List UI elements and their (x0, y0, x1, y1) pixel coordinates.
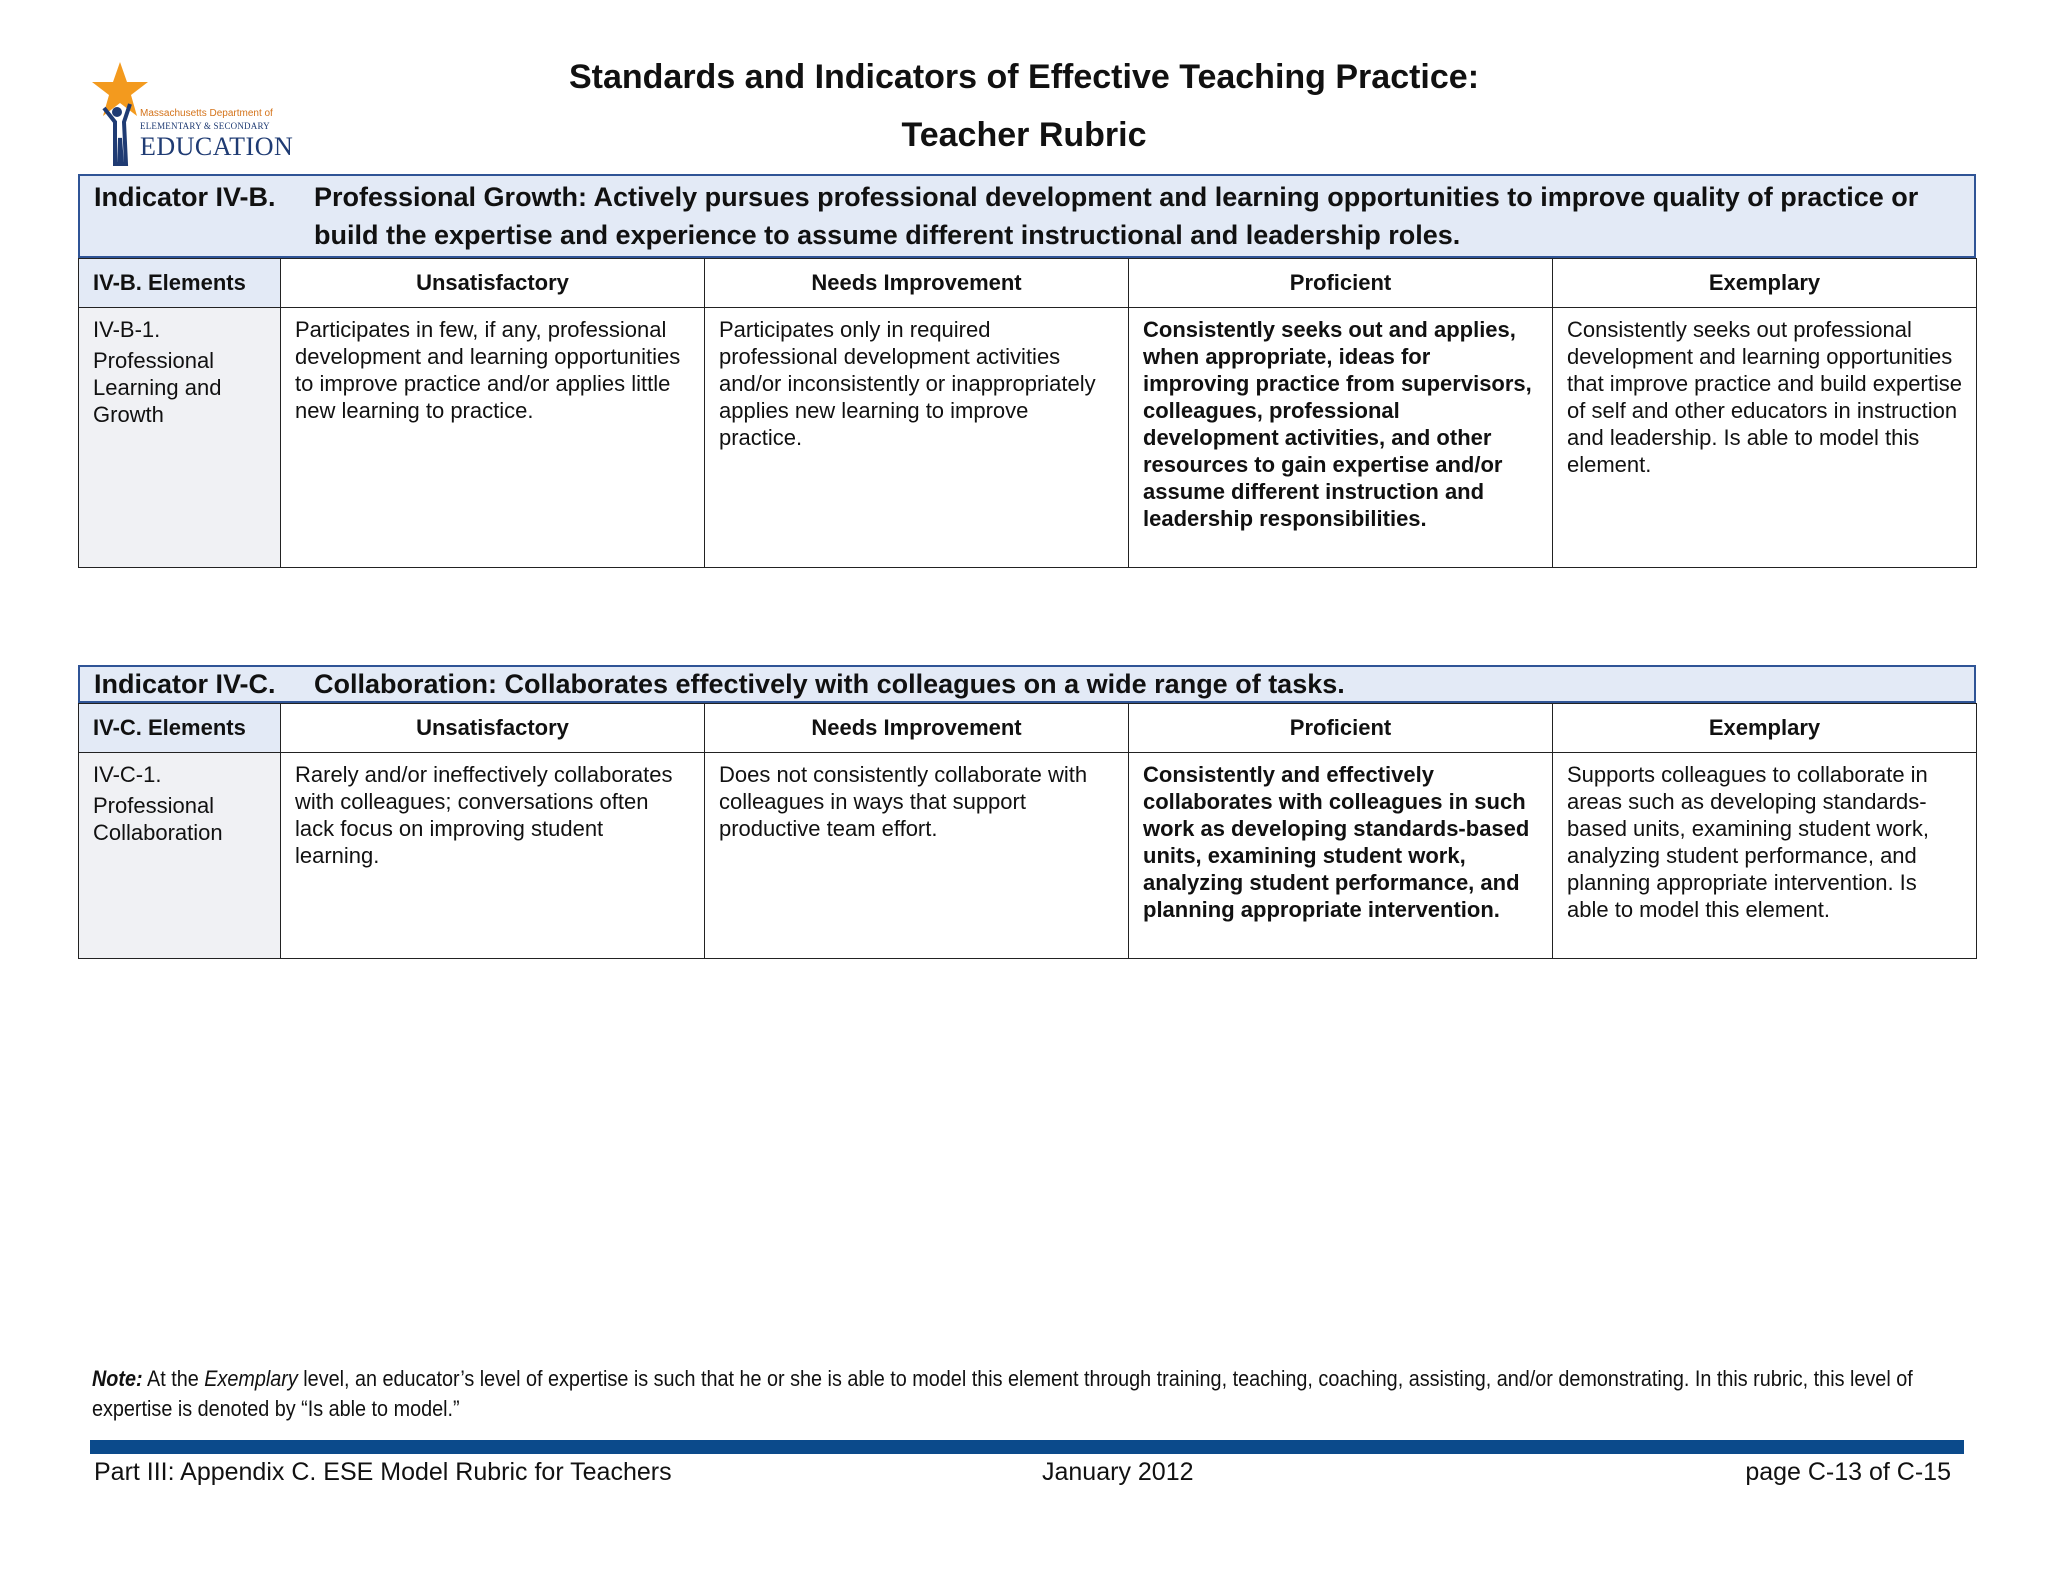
table-row (79, 753, 1977, 959)
elements-header: IV-C. Elements (79, 704, 281, 753)
column-header-proficient: Proficient (1129, 259, 1553, 308)
element-name: Professional Learning and Growth (93, 348, 222, 427)
footer-divider (90, 1440, 1964, 1454)
rubric-header-row (79, 704, 1977, 753)
cell-needs-improvement: Does not consistently collaborate with colleagues in ways that support productive team effort. (705, 753, 1129, 959)
column-header-exemplary: Exemplary (1553, 704, 1977, 753)
note-emphasis: Exemplary (204, 1366, 298, 1391)
cell-proficient: Consistently seeks out and applies, when appropriate, ideas for improving practice from supervisors, colleagues, professional development activities, and other resources to gain expertise and/or assume different instruction and leadership responsibilities. (1129, 308, 1553, 568)
indicator-label: Indicator IV-C. (94, 669, 276, 699)
cell-proficient: Consistently and effectively collaborates with colleagues in such work as developing standards-based units, examining student work, analyzing student performance, and planning appropriate intervention. (1129, 753, 1553, 959)
note-lead: Note: (92, 1366, 143, 1391)
indicator-block-iv-b (78, 174, 1976, 568)
logo-text-line1: Massachusetts Department of (140, 108, 273, 119)
footer-page-number: page C-13 of C-15 (1745, 1458, 1951, 1486)
rubric-header-row (79, 259, 1977, 308)
logo-text-line2: ELEMENTARY & SECONDARY (140, 121, 270, 131)
indicator-description: Professional Growth: Actively pursues professional development and learning opportunities to improve quality of practice or build the expertise and experience to assume different instructional and leadership roles. (314, 182, 1919, 250)
element-id: IV-B-1. (93, 317, 161, 342)
cell-unsatisfactory: Participates in few, if any, professional development and learning opportunities to improve practice and/or applies little new learning to practice. (281, 308, 705, 568)
element-name: Professional Collaboration (93, 793, 223, 845)
column-header-needs-improvement: Needs Improvement (705, 259, 1129, 308)
rubric-table (78, 258, 1977, 568)
elements-header: IV-B. Elements (79, 259, 281, 308)
element-cell (79, 308, 281, 568)
note-text-2: level, an educator’s level of expertise is such that he or she is able to model this element through training, teaching, coaching, assisting, and/or demonstrating. In this rubric, this level of expertise is denoted by “Is able to model.” (92, 1366, 1913, 1421)
footer-document-title: Part III: Appendix C. ESE Model Rubric for Teachers (94, 1458, 672, 1486)
table-row (79, 308, 1977, 568)
element-cell (79, 753, 281, 959)
indicator-header (78, 174, 1976, 258)
rubric-table (78, 703, 1977, 959)
column-header-needs-improvement: Needs Improvement (705, 704, 1129, 753)
page-subtitle: Teacher Rubric (901, 116, 1147, 154)
note-text-1: At the (142, 1366, 205, 1391)
page-title: Standards and Indicators of Effective Teaching Practice: (568, 58, 1480, 96)
indicator-label: Indicator IV-B. (94, 182, 276, 212)
column-header-unsatisfactory: Unsatisfactory (281, 704, 705, 753)
indicator-header (78, 665, 1976, 703)
footnote (92, 1364, 1964, 1424)
indicator-block-iv-c (78, 665, 1976, 959)
column-header-proficient: Proficient (1129, 704, 1553, 753)
column-header-exemplary: Exemplary (1553, 259, 1977, 308)
cell-exemplary: Consistently seeks out professional development and learning opportunities that improve practice and build expertise of self and other educators in instruction and leadership. Is able to model this element. (1553, 308, 1977, 568)
logo-text-line3: EDUCATION (140, 132, 294, 161)
cell-needs-improvement: Participates only in required professional development activities and/or inconsistently or inappropriately applies new learning to improve practice. (705, 308, 1129, 568)
footer-date: January 2012 (1042, 1458, 1194, 1486)
cell-exemplary: Supports colleagues to collaborate in areas such as developing standards-based units, examining student work, analyzing student performance, and planning appropriate intervention. Is able to model this element. (1553, 753, 1977, 959)
indicator-description: Collaboration: Collaborates effectively with colleagues on a wide range of tasks. (314, 669, 1345, 699)
column-header-unsatisfactory: Unsatisfactory (281, 259, 705, 308)
cell-unsatisfactory: Rarely and/or ineffectively collaborates with colleagues; conversations often lack focus on improving student learning. (281, 753, 705, 959)
element-id: IV-C-1. (93, 762, 162, 787)
